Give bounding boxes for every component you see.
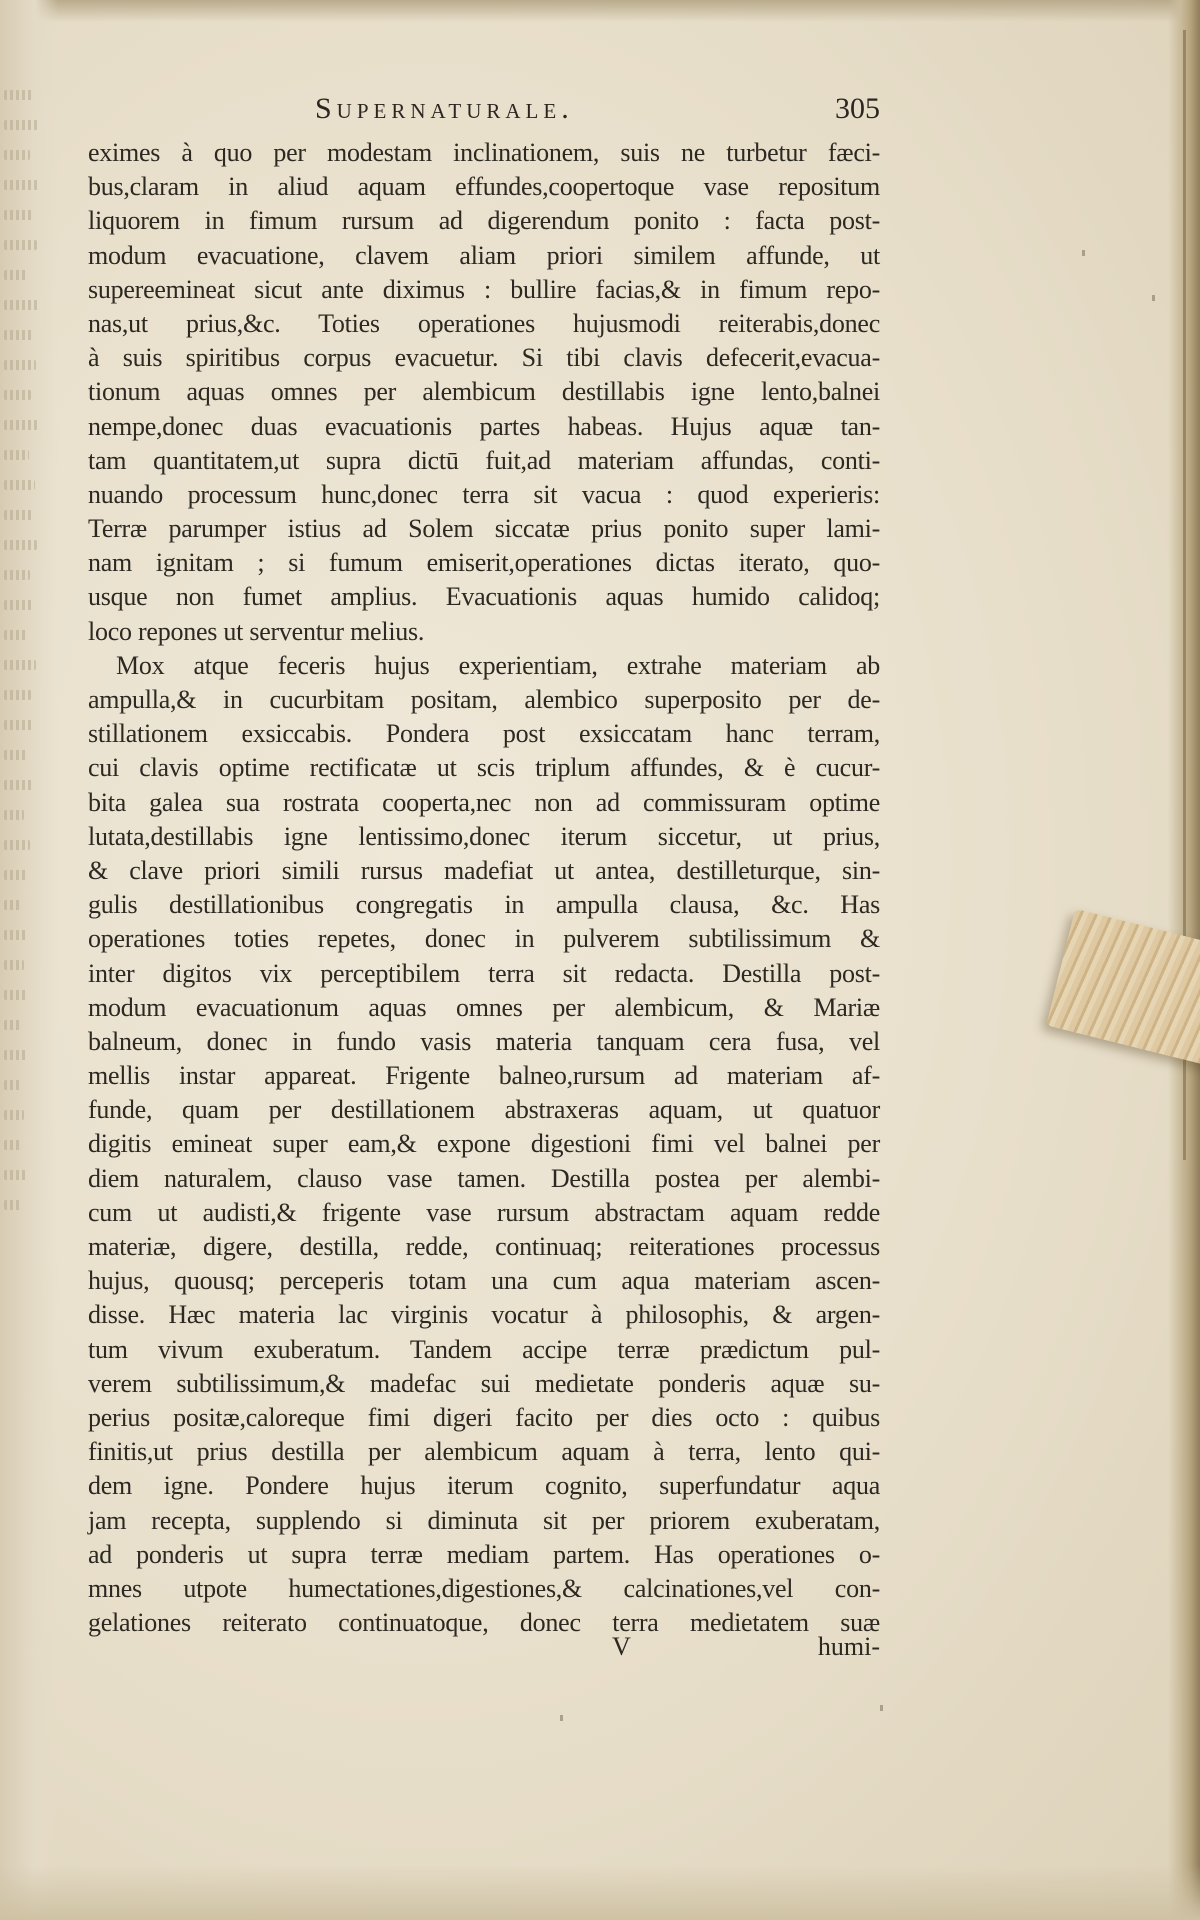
bleed-mark <box>4 1170 26 1180</box>
bleed-mark <box>4 690 31 700</box>
text-line: liquorem in fimum rursum ad digerendum ponito : facta post- <box>88 206 880 236</box>
binding-gutter <box>0 0 58 1920</box>
bleed-mark <box>4 480 35 490</box>
running-head <box>90 92 880 132</box>
bleed-mark <box>4 780 34 790</box>
top-edge-shadow <box>0 0 1200 22</box>
text-line: cum ut audisti,& frigente vase rursum abstractam aquam redde <box>88 1197 880 1227</box>
text-line: digitis emineat super eam,& expone digestioni fimi vel balnei per <box>88 1129 880 1159</box>
text-line: tionum aquas omnes per alembicum destillabis igne lento,balnei <box>88 377 880 407</box>
text-line: tam quantitatem,ut supra dictū fuit,ad materiam affundas, conti- <box>88 445 880 475</box>
bleed-mark <box>4 300 39 310</box>
text-line: Mox atque feceris hujus experientiam, extrahe materiam ab <box>116 650 880 680</box>
bleed-mark <box>4 930 28 940</box>
bleed-mark <box>4 840 30 850</box>
bleed-mark <box>4 330 33 340</box>
bleed-mark <box>4 210 32 220</box>
bleed-mark <box>4 120 38 130</box>
bleed-mark <box>4 1110 24 1120</box>
text-line: nas,ut prius,&c. Toties operationes hujusmodi reiterabis,donec <box>88 308 880 338</box>
text-line: perius positæ,caloreque fimi digeri facito per dies octo : quibus <box>88 1402 880 1432</box>
bottom-edge-shadow <box>0 1865 1200 1920</box>
bleed-mark <box>4 510 32 520</box>
page-number: 305 <box>835 92 880 125</box>
bleed-mark <box>4 150 30 160</box>
bleed-mark <box>4 630 28 640</box>
paper-speck <box>1082 250 1085 256</box>
text-line: bus,claram in aliud aquam effundes,coopertoque vase repositum <box>88 172 880 202</box>
text-line: balneum, donec in fundo vasis materia tanquam cera fusa, vel <box>88 1026 880 1056</box>
text-line: cui clavis optime rectificatæ ut scis triplum affundes, & è cucur- <box>88 753 880 783</box>
bleed-mark <box>4 750 26 760</box>
bleed-mark <box>4 1140 22 1150</box>
bleed-mark <box>4 990 26 1000</box>
text-line: operationes toties repetes, donec in pulverem subtilissimum & <box>88 924 880 954</box>
bleed-mark <box>4 870 26 880</box>
text-line: à suis spiritibus corpus evacuetur. Si tibi clavis defecerit,evacua- <box>88 343 880 373</box>
bleed-mark <box>4 900 22 910</box>
bleed-mark <box>4 1200 20 1210</box>
bleed-mark <box>4 600 34 610</box>
paper-speck <box>1152 295 1155 301</box>
running-title: Supernaturale. <box>315 92 574 125</box>
bleed-mark <box>4 240 37 250</box>
bleed-mark <box>4 660 36 670</box>
text-line: dem igne. Pondere hujus iterum cognito, superfundatur aqua <box>88 1471 880 1501</box>
text-line: Terræ parumper istius ad Solem siccatæ prius ponito super lami- <box>88 514 880 544</box>
footer-line <box>88 1630 880 1664</box>
bleed-mark <box>4 1080 20 1090</box>
text-line: mnes utpote humectationes,digestiones,& calcinationes,vel con- <box>88 1573 880 1603</box>
text-line: lutata,destillabis igne lentissimo,donec iterum siccetur, ut prius, <box>88 821 880 851</box>
text-line: bita galea sua rostrata cooperta,nec non ad commissuram optime <box>88 787 880 817</box>
text-line: gelationes reiterato continuatoque, donec terra medietatem suæ <box>88 1608 880 1638</box>
paper-speck <box>560 1715 563 1721</box>
text-line: finitis,ut prius destilla per alembicum aquam à terra, lento qui- <box>88 1437 880 1467</box>
text-line: loco repones ut serventur melius. <box>88 616 425 646</box>
bleed-mark <box>4 360 36 370</box>
text-line: ampulla,& in cucurbitam positam, alembico superposito per de- <box>88 685 880 714</box>
text-line: nuando processum hunc,donec terra sit vacua : quod experieris: <box>88 479 880 509</box>
text-line: eximes à quo per modestam inclinationem, suis ne turbetur fæci- <box>88 138 880 167</box>
text-line: gulis destillationibus congregatis in ampulla clausa, &c. Has <box>88 890 880 920</box>
text-line: inter digitos vix perceptibilem terra sit redacta. Destilla post- <box>88 958 880 988</box>
text-line: disse. Hæc materia lac virginis vocatur à philosophis, & argen- <box>88 1300 880 1330</box>
text-line: diem naturalem, clauso vase tamen. Destilla postea per alembi- <box>88 1163 880 1193</box>
bleed-mark <box>4 1020 22 1030</box>
bleed-mark <box>4 960 24 970</box>
bleed-mark <box>4 420 38 430</box>
text-line: materiæ, digere, destilla, redde, continuaq; reiterationes processus <box>88 1232 880 1261</box>
text-line: modum evacuationum aquas omnes per alembicum, & Mariæ <box>88 992 880 1022</box>
text-line: modum evacuatione, clavem aliam priori similem affunde, ut <box>88 240 880 270</box>
bleed-mark <box>4 270 28 280</box>
bleed-mark <box>4 90 34 100</box>
text-line: stillationem exsiccabis. Pondera post exsiccatam hanc terram, <box>88 719 880 749</box>
facing-page-bleed-through <box>4 90 44 1290</box>
text-line: tum vivum exuberatum. Tandem accipe terræ prædictum pul- <box>88 1334 880 1364</box>
text-line: & clave priori simili rursus madefiat ut antea, destilleturque, sin- <box>88 855 880 885</box>
text-line: hujus, quousq; perceperis totam una cum aqua materiam ascen- <box>88 1266 880 1296</box>
text-line: usque non fumet amplius. Evacuationis aquas humido calidoq; <box>88 582 880 612</box>
bleed-mark <box>4 720 33 730</box>
paper-speck <box>880 1705 883 1711</box>
bleed-mark <box>4 450 29 460</box>
text-line: nam ignitam ; si fumum emiserit,operationes dictas iterato, quo- <box>88 548 880 578</box>
bleed-mark <box>4 810 24 820</box>
signature-mark: V <box>612 1632 631 1661</box>
text-line: ad ponderis ut supra terræ mediam partem. Has operationes o- <box>88 1539 880 1569</box>
text-line: mellis instar appareat. Frigente balneo,rursum ad materiam af- <box>88 1061 880 1091</box>
text-line: jam recepta, supplendo si diminuta sit per priorem exuberatam, <box>88 1505 880 1535</box>
bleed-mark <box>4 390 31 400</box>
bleed-mark <box>4 540 37 550</box>
bleed-mark <box>4 570 30 580</box>
text-line: funde, quam per destillationem abstraxeras aquam, ut quatuor <box>88 1095 880 1125</box>
body-text <box>88 136 880 1640</box>
bleed-mark <box>4 1050 28 1060</box>
catchword: humi- <box>817 1632 880 1661</box>
text-line: nempe,donec duas evacuationis partes habeas. Hujus aquæ tan- <box>88 411 880 441</box>
text-line: verem subtilissimum,& madefac sui medietate ponderis aquæ su- <box>88 1368 880 1398</box>
text-line: supereemineat sicut ante diximus : bullire facias,& in fimum repo- <box>88 274 880 304</box>
bleed-mark <box>4 180 40 190</box>
